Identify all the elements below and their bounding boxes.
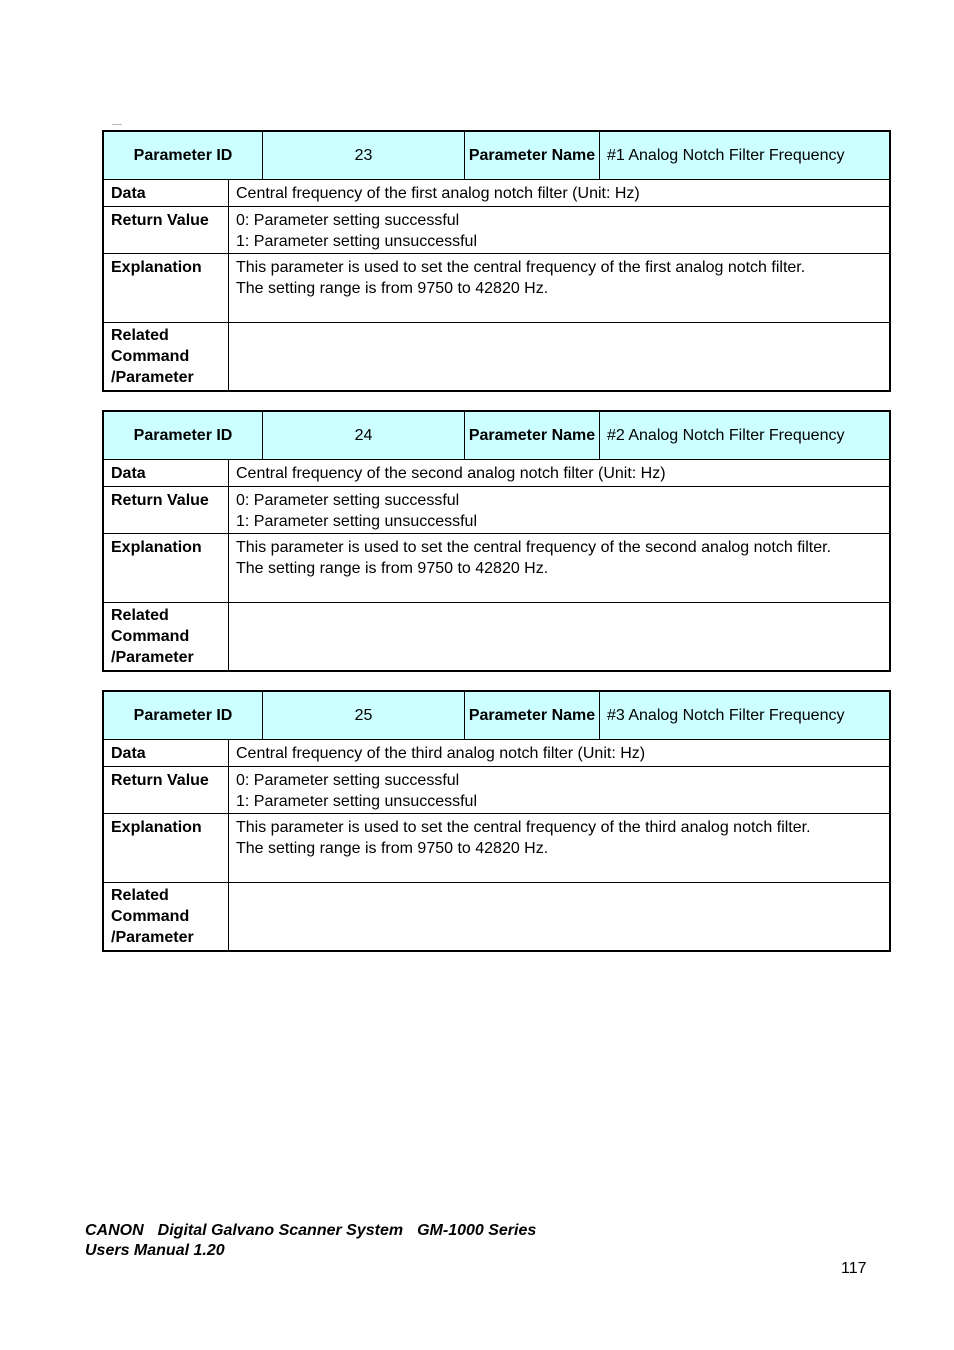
scan-mark [112, 124, 122, 125]
related-label-line: Related [111, 887, 169, 904]
explanation-label: Explanation [104, 534, 229, 602]
return-line: 0: Parameter setting successful [236, 492, 460, 509]
data-value: Central frequency of the second analog notch filter (Unit: Hz) [236, 465, 666, 482]
parameter-id-value: 24 [262, 412, 464, 459]
footer-product: Digital Galvano Scanner System [157, 1222, 404, 1239]
related-label-line: Related [111, 327, 169, 344]
related-row [104, 602, 889, 670]
data-label: Data [104, 180, 229, 206]
related-label-line: Command [111, 908, 190, 925]
parameter-name-value: #3 Analog Notch Filter Frequency [599, 692, 889, 739]
explanation-row [104, 813, 889, 882]
parameter-id-value: 23 [262, 132, 464, 179]
page-number: 117 [841, 1260, 867, 1277]
related-value [229, 603, 889, 670]
parameter-name-label: Parameter Name [464, 692, 599, 739]
explanation-line: The setting range is from 9750 to 42820 Hz. [236, 280, 549, 297]
return-line: 0: Parameter setting successful [236, 772, 460, 789]
return-value-row [104, 766, 889, 813]
return-value-row [104, 206, 889, 253]
parameter-id-label: Parameter ID [133, 427, 233, 444]
document-footer [85, 1221, 536, 1261]
parameter-name-label: Parameter Name [464, 132, 599, 179]
parameter-id-label: Parameter ID [133, 147, 233, 164]
data-row [104, 459, 889, 486]
table-header-row [104, 412, 889, 459]
data-row [104, 739, 889, 766]
parameter-id-value: 25 [262, 692, 464, 739]
explanation-line: This parameter is used to set the central frequency of the first analog notch filter. [236, 259, 806, 276]
data-row [104, 179, 889, 206]
parameter-name-label: Parameter Name [464, 412, 599, 459]
data-value: Central frequency of the first analog notch filter (Unit: Hz) [236, 185, 640, 202]
related-row [104, 322, 889, 390]
explanation-text [229, 814, 889, 882]
return-value-label: Return Value [104, 767, 229, 813]
parameter-table-24 [102, 410, 891, 672]
footer-manual: Users Manual 1.20 [85, 1242, 225, 1259]
related-label-line: /Parameter [111, 369, 194, 386]
explanation-label: Explanation [104, 814, 229, 882]
related-label-line: Related [111, 607, 169, 624]
related-label [104, 323, 229, 390]
return-line: 0: Parameter setting successful [236, 212, 460, 229]
return-value-text [229, 767, 889, 813]
return-value-row [104, 486, 889, 533]
related-row [104, 882, 889, 950]
parameter-name-value: #2 Analog Notch Filter Frequency [599, 412, 889, 459]
explanation-text [229, 254, 889, 322]
related-value [229, 883, 889, 950]
footer-brand: CANON [85, 1222, 144, 1239]
explanation-line: This parameter is used to set the central frequency of the third analog notch filter. [236, 819, 811, 836]
footer-series: GM-1000 Series [417, 1222, 537, 1239]
related-value [229, 323, 889, 390]
table-header-row [104, 692, 889, 739]
data-label: Data [104, 740, 229, 766]
related-label-line: Command [111, 628, 190, 645]
explanation-line: The setting range is from 9750 to 42820 Hz. [236, 840, 549, 857]
return-line: 1: Parameter setting unsuccessful [236, 513, 478, 530]
return-value-text [229, 487, 889, 533]
explanation-row [104, 533, 889, 602]
related-label [104, 883, 229, 950]
related-label-line: /Parameter [111, 929, 194, 946]
return-line: 1: Parameter setting unsuccessful [236, 233, 478, 250]
explanation-row [104, 253, 889, 322]
parameter-name-value: #1 Analog Notch Filter Frequency [599, 132, 889, 179]
related-label-line: Command [111, 348, 190, 365]
related-label-line: /Parameter [111, 649, 194, 666]
return-value-text [229, 207, 889, 253]
return-line: 1: Parameter setting unsuccessful [236, 793, 478, 810]
related-label [104, 603, 229, 670]
return-value-label: Return Value [104, 207, 229, 253]
return-value-label: Return Value [104, 487, 229, 533]
parameter-id-label: Parameter ID [133, 707, 233, 724]
data-value: Central frequency of the third analog notch filter (Unit: Hz) [236, 745, 646, 762]
parameter-table-23 [102, 130, 891, 392]
explanation-label: Explanation [104, 254, 229, 322]
footer-title-line [85, 1221, 536, 1241]
parameter-table-25 [102, 690, 891, 952]
explanation-text [229, 534, 889, 602]
explanation-line: The setting range is from 9750 to 42820 Hz. [236, 560, 549, 577]
table-header-row [104, 132, 889, 179]
data-label: Data [104, 460, 229, 486]
explanation-line: This parameter is used to set the central frequency of the second analog notch filter. [236, 539, 832, 556]
